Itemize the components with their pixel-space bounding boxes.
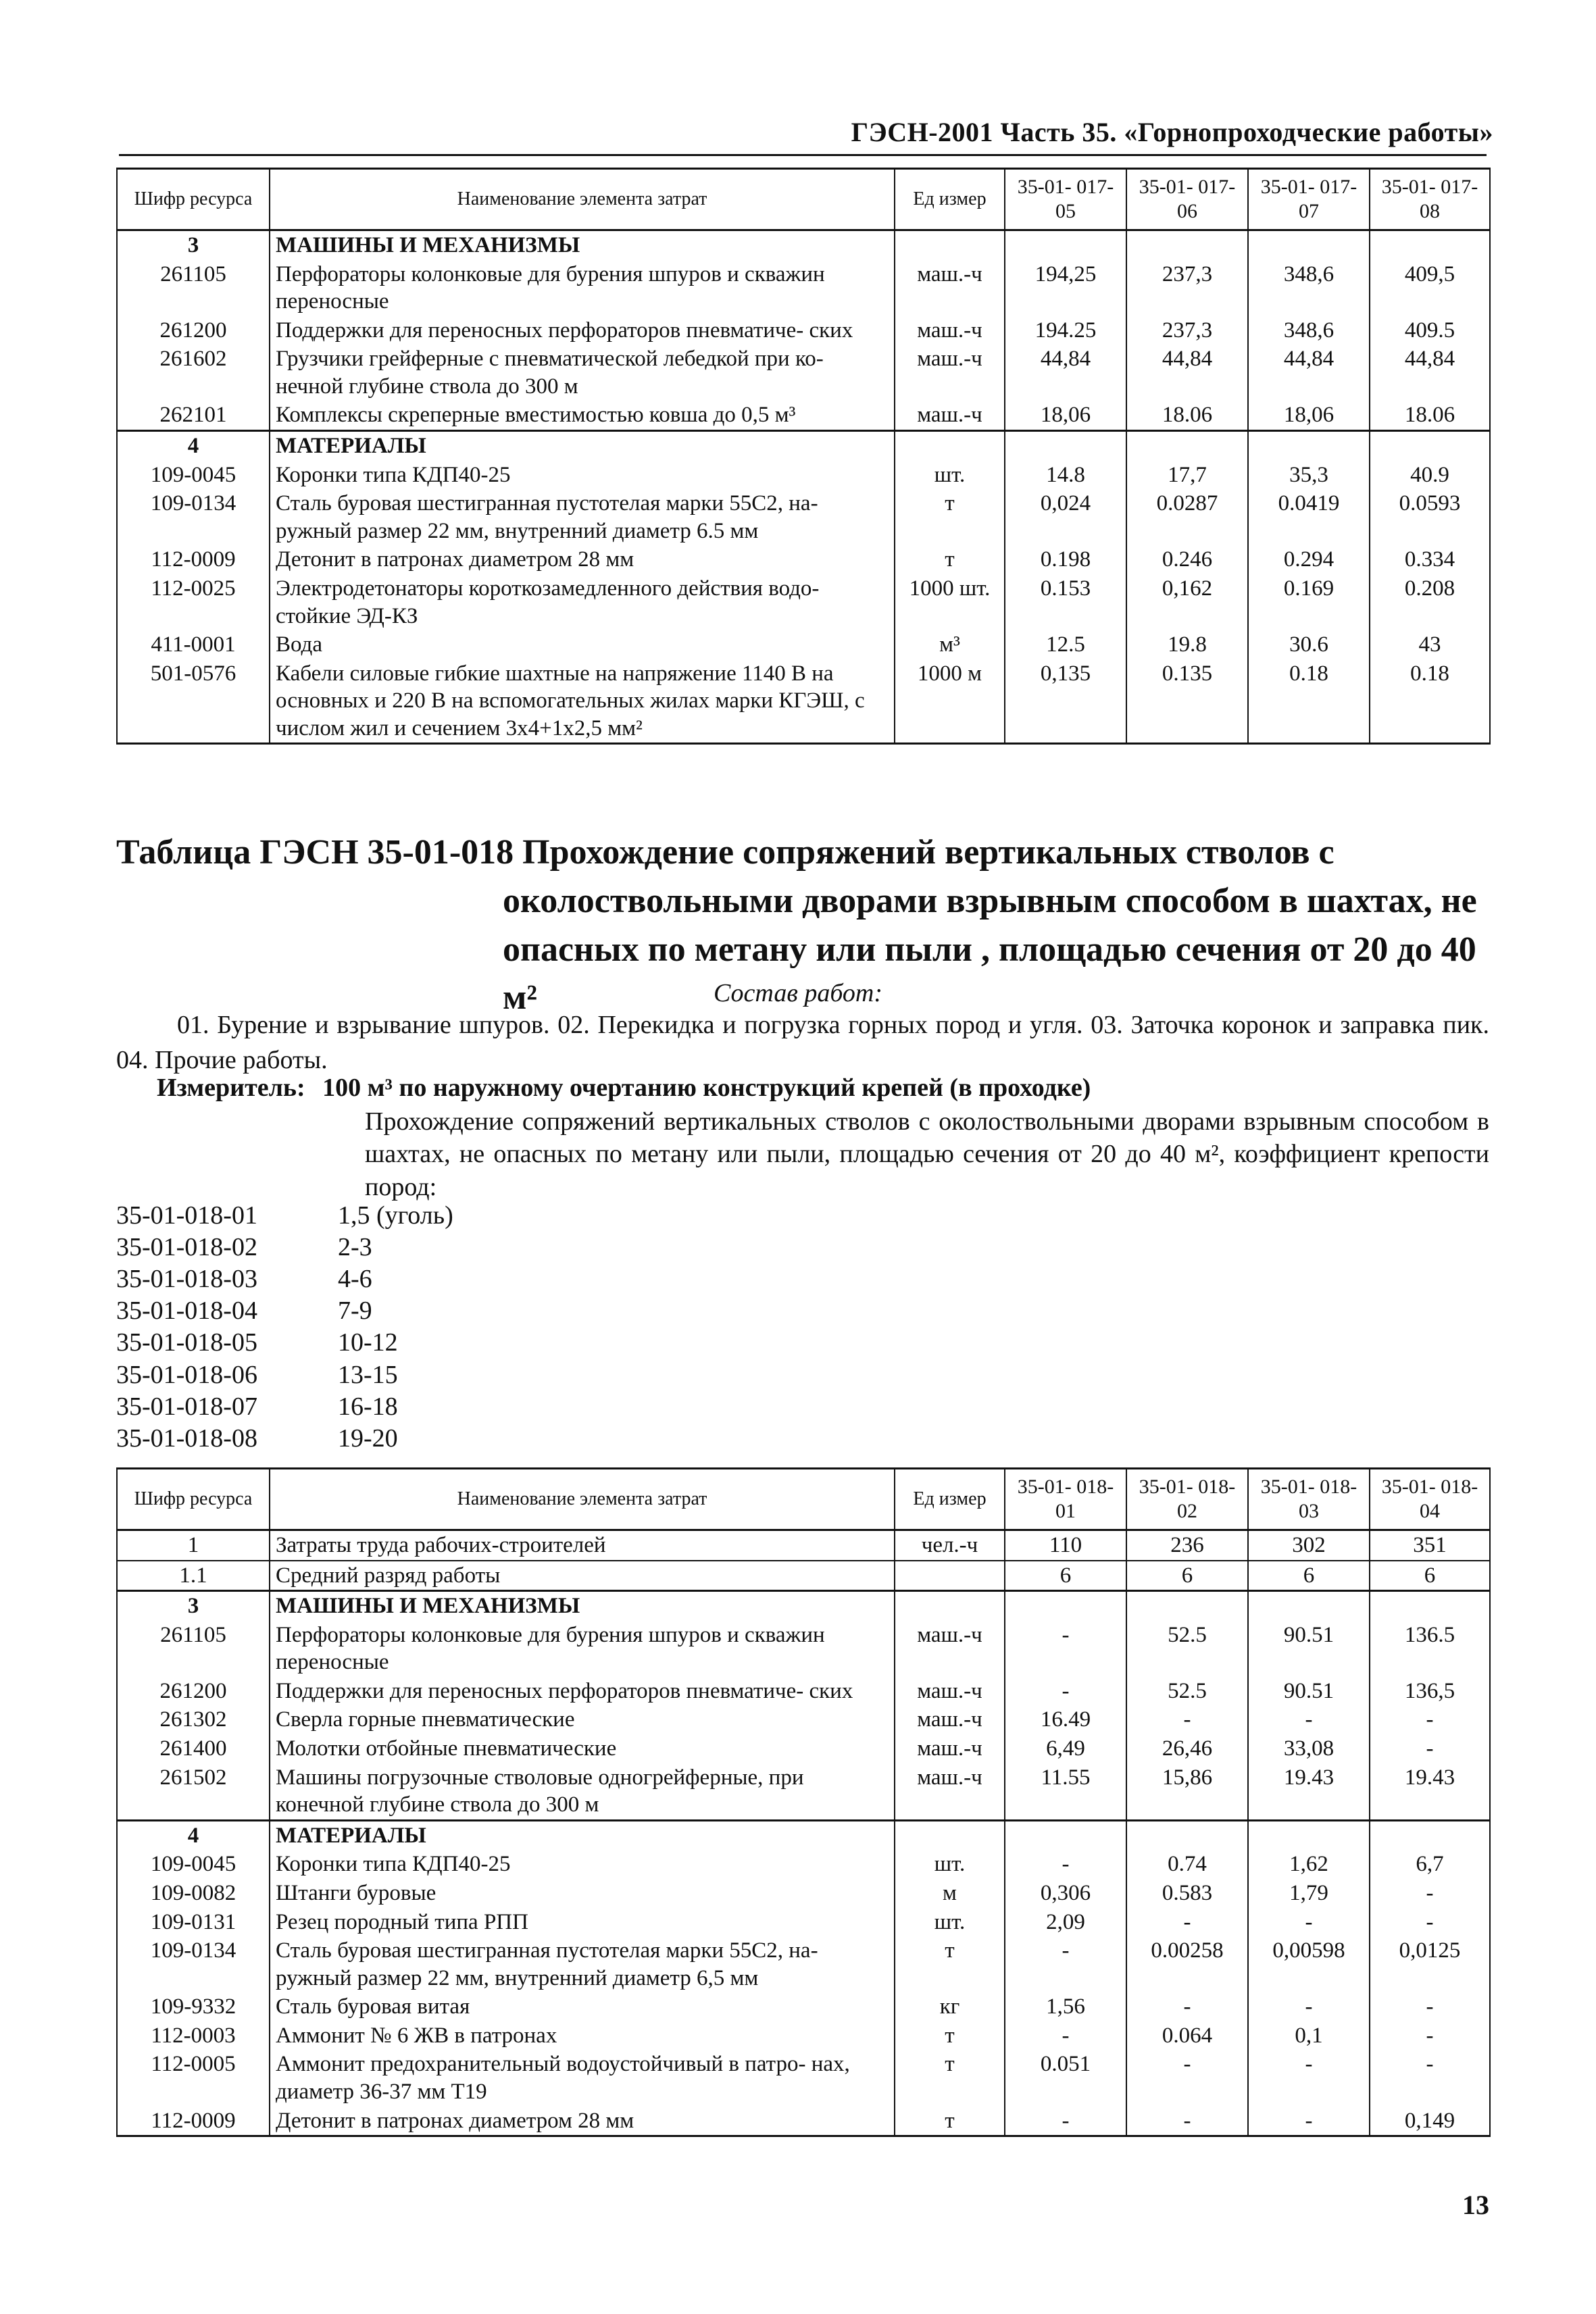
code-item <box>116 1423 724 1455</box>
value-cell-4: 0.334 <box>1370 545 1490 574</box>
value-cell-1: - <box>1005 1850 1126 1879</box>
resource-name-cell: Поддержки для переносных перфораторов пневматиче- ских <box>270 1677 895 1706</box>
unit-cell: т <box>895 2050 1005 2106</box>
value-cell-3: 6 <box>1248 1561 1370 1591</box>
measure-label: Измеритель: <box>157 1074 305 1102</box>
header-name: Наименование элемента затрат <box>270 169 895 230</box>
value-cell-4: 19.43 <box>1370 1763 1490 1821</box>
unit-cell: маш.-ч <box>895 1677 1005 1706</box>
unit-cell: кг <box>895 1992 1005 2021</box>
value-cell-1: 14.8 <box>1005 461 1126 490</box>
table-row <box>117 574 1490 630</box>
unit-cell <box>895 230 1005 260</box>
value-cell-3: 33,08 <box>1248 1734 1370 1763</box>
codes-list <box>116 1200 724 1455</box>
unit-cell: м³ <box>895 630 1005 659</box>
value-cell-4: - <box>1370 1734 1490 1763</box>
table-row <box>117 1879 1490 1908</box>
unit-cell: маш.-ч <box>895 1734 1005 1763</box>
resource-code-cell: 109-0134 <box>117 1936 270 1992</box>
value-cell-2: - <box>1126 2107 1248 2136</box>
code-item <box>116 1200 724 1232</box>
value-cell-2: 26,46 <box>1126 1734 1248 1763</box>
resource-code-cell: 112-0009 <box>117 545 270 574</box>
resource-code-cell: 261502 <box>117 1763 270 1821</box>
code-item <box>116 1232 724 1263</box>
unit-cell: маш.-ч <box>895 345 1005 401</box>
resource-code-cell: 1.1 <box>117 1561 270 1591</box>
table-row <box>117 1908 1490 1937</box>
code-id: 35-01-018-04 <box>116 1297 257 1326</box>
unit-cell: маш.-ч <box>895 260 1005 316</box>
code-item <box>116 1263 724 1295</box>
resource-name-cell: Сталь буровая шестигранная пустотелая марки 55С2, на- ружный размер 22 мм, внутренний диаметр 6.5 мм <box>270 489 895 545</box>
value-cell-4 <box>1370 431 1490 461</box>
resource-name-cell: Перфораторы колонковые для бурения шпуров и скважин переносные <box>270 260 895 316</box>
table-row <box>117 345 1490 401</box>
resource-name-cell: Детонит в патронах диаметром 28 мм <box>270 2107 895 2136</box>
value-cell-2: 18.06 <box>1126 401 1248 430</box>
value-cell-2: 0,162 <box>1126 574 1248 630</box>
value-cell-1: 1,56 <box>1005 1992 1126 2021</box>
value-cell-4: 18.06 <box>1370 401 1490 430</box>
value-cell-3: 0.169 <box>1248 574 1370 630</box>
table-title-line-2: околоствольными дворами взрывным способом в шахтах, не <box>503 881 1477 920</box>
value-cell-2: 0.74 <box>1126 1850 1248 1879</box>
value-cell-2: 0.00258 <box>1126 1936 1248 1992</box>
table-title-line-3: опасных по метану или пыли , площадью сечения от 20 до 40 м² <box>503 930 1476 1017</box>
code-item <box>116 1295 724 1327</box>
header-col-2: 35-01- 018-02 <box>1126 1469 1248 1530</box>
value-cell-3: 0,1 <box>1248 2021 1370 2051</box>
resource-name-cell: Поддержки для переносных перфораторов пневматиче- ских <box>270 316 895 345</box>
resource-code-cell: 261200 <box>117 316 270 345</box>
resource-code-cell: 261105 <box>117 1621 270 1677</box>
value-cell-3: 35,3 <box>1248 461 1370 490</box>
value-cell-2: - <box>1126 1908 1248 1937</box>
description-text: Прохождение сопряжений вертикальных стволов с околоствольными дворами взрывным способом в шахтах, не опасных по метану или пыли, площадью сечения от 20 до 40 м², коэффициент крепости пород: <box>365 1107 1489 1201</box>
value-cell-4: - <box>1370 1992 1490 2021</box>
resource-code-cell: 261200 <box>117 1677 270 1706</box>
value-cell-2: 0.583 <box>1126 1879 1248 1908</box>
value-cell-4: 43 <box>1370 630 1490 659</box>
resource-code-cell: 261400 <box>117 1734 270 1763</box>
header-code: Шифр ресурса <box>117 1469 270 1530</box>
resource-name-cell: МАТЕРИАЛЫ <box>270 1820 895 1850</box>
value-cell-1: 18,06 <box>1005 401 1126 430</box>
running-header: ГЭСН-2001 Часть 35. «Горнопроходческие работы» <box>851 117 1493 147</box>
value-cell-4: - <box>1370 2050 1490 2106</box>
value-cell-1: 0,024 <box>1005 489 1126 545</box>
unit-cell: т <box>895 545 1005 574</box>
code-value: 1,5 (уголь) <box>338 1201 453 1230</box>
header-unit: Ед измер <box>895 169 1005 230</box>
code-value: 2-3 <box>338 1233 372 1262</box>
code-value: 13-15 <box>338 1360 398 1389</box>
header-col-2: 35-01- 017-06 <box>1126 169 1248 230</box>
resource-code-cell: 4 <box>117 431 270 461</box>
value-cell-2: 237,3 <box>1126 260 1248 316</box>
section-row <box>117 1820 1490 1850</box>
table-row <box>117 1936 1490 1992</box>
section-row <box>117 431 1490 461</box>
table-row <box>117 489 1490 545</box>
value-cell-1: - <box>1005 1621 1126 1677</box>
table-row <box>117 2050 1490 2106</box>
value-cell-1: 2,09 <box>1005 1908 1126 1937</box>
table-title-line-1: Таблица ГЭСН 35-01-018 Прохождение сопряжений вертикальных стволов с <box>116 833 1335 872</box>
composition-text: 01. Бурение и взрывание шпуров. 02. Перекидка и погрузка горных пород и угля. 03. Заточка коронок и заправка пик. 04. Прочие работы. <box>116 1011 1489 1074</box>
resource-code-cell: 109-0134 <box>117 489 270 545</box>
value-cell-2: 15,86 <box>1126 1763 1248 1821</box>
value-cell-1: 11.55 <box>1005 1763 1126 1821</box>
table-row <box>117 1677 1490 1706</box>
section-row <box>117 230 1490 260</box>
composition-label: Состав работ: <box>713 979 883 1007</box>
code-item <box>116 1391 724 1423</box>
resource-code-cell: 109-0045 <box>117 461 270 490</box>
value-cell-4: 0,149 <box>1370 2107 1490 2136</box>
value-cell-3: 0.0419 <box>1248 489 1370 545</box>
resource-code-cell: 501-0576 <box>117 659 270 744</box>
header-col-4: 35-01- 018-04 <box>1370 1469 1490 1530</box>
value-cell-2: - <box>1126 1705 1248 1734</box>
code-value: 16-18 <box>338 1392 398 1421</box>
unit-cell: шт. <box>895 461 1005 490</box>
resource-code-cell: 112-0003 <box>117 2021 270 2051</box>
unit-cell: м <box>895 1879 1005 1908</box>
value-cell-4 <box>1370 1591 1490 1621</box>
header-code: Шифр ресурса <box>117 169 270 230</box>
table-header-row <box>117 1469 1490 1530</box>
table-row <box>117 401 1490 430</box>
value-cell-4: 136.5 <box>1370 1621 1490 1677</box>
header-col-3: 35-01- 017-07 <box>1248 169 1370 230</box>
resource-table-017 <box>116 168 1491 745</box>
header-unit: Ед измер <box>895 1469 1005 1530</box>
value-cell-3: 18,06 <box>1248 401 1370 430</box>
code-value: 7-9 <box>338 1297 372 1326</box>
resource-name-cell: Затраты труда рабочих-строителей <box>270 1530 895 1561</box>
header-col-1: 35-01- 018-01 <box>1005 1469 1126 1530</box>
unit-cell: т <box>895 2021 1005 2051</box>
value-cell-3: 1,62 <box>1248 1850 1370 1879</box>
resource-name-cell: Электродетонаторы короткозамедленного действия водо- стойкие ЭД-КЗ <box>270 574 895 630</box>
unit-cell: маш.-ч <box>895 316 1005 345</box>
value-cell-1: 0.198 <box>1005 545 1126 574</box>
value-cell-2: 0.135 <box>1126 659 1248 744</box>
code-id: 35-01-018-08 <box>116 1424 257 1453</box>
value-cell-3: 0,00598 <box>1248 1936 1370 1992</box>
resource-name-cell: Аммонит предохранительный водоустойчивый в патро- нах, диаметр 36-37 мм Т19 <box>270 2050 895 2106</box>
value-cell-1: 0.051 <box>1005 2050 1126 2106</box>
value-cell-1: - <box>1005 2021 1126 2051</box>
value-cell-2 <box>1126 1820 1248 1850</box>
value-cell-1: - <box>1005 1936 1126 1992</box>
value-cell-3: 30.6 <box>1248 630 1370 659</box>
value-cell-1: 0,306 <box>1005 1879 1126 1908</box>
table-row <box>117 1705 1490 1734</box>
resource-name-cell: Штанги буровые <box>270 1879 895 1908</box>
table-row <box>117 1561 1490 1591</box>
value-cell-2 <box>1126 230 1248 260</box>
value-cell-3 <box>1248 431 1370 461</box>
unit-cell: маш.-ч <box>895 401 1005 430</box>
value-cell-3: 348,6 <box>1248 260 1370 316</box>
value-cell-3: 302 <box>1248 1530 1370 1561</box>
value-cell-1: 194.25 <box>1005 316 1126 345</box>
code-id: 35-01-018-01 <box>116 1201 257 1230</box>
value-cell-4: 6 <box>1370 1561 1490 1591</box>
measure-line <box>157 1073 1488 1103</box>
resource-table-018 <box>116 1467 1491 2137</box>
table-row <box>117 630 1490 659</box>
resource-name-cell: Коронки типа КДП40-25 <box>270 461 895 490</box>
resource-code-cell: 261602 <box>117 345 270 401</box>
resource-code-cell: 109-0045 <box>117 1850 270 1879</box>
value-cell-2 <box>1126 431 1248 461</box>
value-cell-3: 44,84 <box>1248 345 1370 401</box>
table-row <box>117 461 1490 490</box>
header-rule <box>119 154 1487 156</box>
value-cell-1: 6 <box>1005 1561 1126 1591</box>
resource-name-cell: Сверла горные пневматические <box>270 1705 895 1734</box>
resource-name-cell: МАШИНЫ И МЕХАНИЗМЫ <box>270 1591 895 1621</box>
resource-name-cell: Молотки отбойные пневматические <box>270 1734 895 1763</box>
unit-cell: маш.-ч <box>895 1705 1005 1734</box>
value-cell-4: 0,0125 <box>1370 1936 1490 1992</box>
resource-name-cell: Машины погрузочные стволовые одногрейферные, при конечной глубине ствола до 300 м <box>270 1763 895 1821</box>
value-cell-4: - <box>1370 2021 1490 2051</box>
code-item <box>116 1327 724 1359</box>
resource-name-cell: Средний разряд работы <box>270 1561 895 1591</box>
resource-name-cell: МАШИНЫ И МЕХАНИЗМЫ <box>270 230 895 260</box>
value-cell-3: 0.294 <box>1248 545 1370 574</box>
value-cell-1: 6,49 <box>1005 1734 1126 1763</box>
value-cell-2: 0.246 <box>1126 545 1248 574</box>
value-cell-4: - <box>1370 1705 1490 1734</box>
resource-name-cell: Комплексы скреперные вместимостью ковша до 0,5 м³ <box>270 401 895 430</box>
page-number: 13 <box>1462 2190 1489 2220</box>
value-cell-4: - <box>1370 1908 1490 1937</box>
resource-code-cell: 3 <box>117 230 270 260</box>
value-cell-3: - <box>1248 2050 1370 2106</box>
resource-name-cell: Грузчики грейферные с пневматической лебедкой при ко- нечной глубине ствола до 300 м <box>270 345 895 401</box>
value-cell-3: 0.18 <box>1248 659 1370 744</box>
table-header-row <box>117 169 1490 230</box>
table-row <box>117 260 1490 316</box>
resource-code-cell: 261105 <box>117 260 270 316</box>
value-cell-4: 136,5 <box>1370 1677 1490 1706</box>
resource-name-cell: Резец породный типа РПП <box>270 1908 895 1937</box>
unit-cell: 1000 шт. <box>895 574 1005 630</box>
value-cell-3: 348,6 <box>1248 316 1370 345</box>
value-cell-3: - <box>1248 1992 1370 2021</box>
resource-name-cell: МАТЕРИАЛЫ <box>270 431 895 461</box>
header-col-3: 35-01- 018-03 <box>1248 1469 1370 1530</box>
table-row <box>117 1850 1490 1879</box>
code-id: 35-01-018-02 <box>116 1233 257 1262</box>
value-cell-3: - <box>1248 1705 1370 1734</box>
value-cell-3: - <box>1248 1908 1370 1937</box>
unit-cell <box>895 1591 1005 1621</box>
unit-cell: 1000 м <box>895 659 1005 744</box>
table-row <box>117 316 1490 345</box>
value-cell-1: 110 <box>1005 1530 1126 1561</box>
resource-name-cell: Детонит в патронах диаметром 28 мм <box>270 545 895 574</box>
value-cell-2: 52.5 <box>1126 1621 1248 1677</box>
resource-code-cell: 262101 <box>117 401 270 430</box>
value-cell-1 <box>1005 1820 1126 1850</box>
table-row <box>117 2021 1490 2051</box>
value-cell-1 <box>1005 1591 1126 1621</box>
value-cell-2: 6 <box>1126 1561 1248 1591</box>
resource-name-cell: Сталь буровая шестигранная пустотелая марки 55С2, на- ружный размер 22 мм, внутренний диаметр 6,5 мм <box>270 1936 895 1992</box>
value-cell-3: 90.51 <box>1248 1621 1370 1677</box>
value-cell-1: - <box>1005 1677 1126 1706</box>
unit-cell: чел.-ч <box>895 1530 1005 1561</box>
resource-code-cell: 109-0082 <box>117 1879 270 1908</box>
header-name: Наименование элемента затрат <box>270 1469 895 1530</box>
code-id: 35-01-018-05 <box>116 1328 257 1357</box>
value-cell-3 <box>1248 230 1370 260</box>
measure-value: 100 м³ по наружному очертанию конструкций крепей (в проходке) <box>322 1074 1091 1102</box>
value-cell-2: - <box>1126 1992 1248 2021</box>
unit-cell: т <box>895 489 1005 545</box>
value-cell-4: 0.18 <box>1370 659 1490 744</box>
code-id: 35-01-018-06 <box>116 1360 257 1389</box>
table-row <box>117 1621 1490 1677</box>
table-row <box>117 1992 1490 2021</box>
value-cell-3 <box>1248 1591 1370 1621</box>
resource-code-cell: 112-0025 <box>117 574 270 630</box>
table-row <box>117 1734 1490 1763</box>
value-cell-1: 44,84 <box>1005 345 1126 401</box>
header-col-4: 35-01- 017-08 <box>1370 169 1490 230</box>
header-col-1: 35-01- 017-05 <box>1005 169 1126 230</box>
unit-cell: маш.-ч <box>895 1621 1005 1677</box>
code-id: 35-01-018-03 <box>116 1265 257 1294</box>
table-row <box>117 1530 1490 1561</box>
table-row <box>117 545 1490 574</box>
value-cell-1: 194,25 <box>1005 260 1126 316</box>
value-cell-4 <box>1370 1820 1490 1850</box>
value-cell-1: 12.5 <box>1005 630 1126 659</box>
resource-name-cell: Сталь буровая витая <box>270 1992 895 2021</box>
unit-cell <box>895 1561 1005 1591</box>
resource-code-cell: 112-0005 <box>117 2050 270 2106</box>
value-cell-2: 17,7 <box>1126 461 1248 490</box>
value-cell-1: 16.49 <box>1005 1705 1126 1734</box>
value-cell-1 <box>1005 230 1126 260</box>
resource-code-cell: 112-0009 <box>117 2107 270 2136</box>
value-cell-1 <box>1005 431 1126 461</box>
code-id: 35-01-018-07 <box>116 1392 257 1421</box>
resource-code-cell: 109-0131 <box>117 1908 270 1937</box>
table-row <box>117 1763 1490 1821</box>
value-cell-3 <box>1248 1820 1370 1850</box>
unit-cell: т <box>895 2107 1005 2136</box>
value-cell-3: 90.51 <box>1248 1677 1370 1706</box>
value-cell-2: - <box>1126 2050 1248 2106</box>
value-cell-2: 19.8 <box>1126 630 1248 659</box>
unit-cell: т <box>895 1936 1005 1992</box>
resource-code-cell: 261302 <box>117 1705 270 1734</box>
value-cell-1: 0.153 <box>1005 574 1126 630</box>
value-cell-3: - <box>1248 2107 1370 2136</box>
value-cell-4: 409.5 <box>1370 316 1490 345</box>
code-value: 4-6 <box>338 1265 372 1294</box>
value-cell-4: 44,84 <box>1370 345 1490 401</box>
value-cell-4: 409,5 <box>1370 260 1490 316</box>
value-cell-2: 0.064 <box>1126 2021 1248 2051</box>
unit-cell: шт. <box>895 1850 1005 1879</box>
code-value: 10-12 <box>338 1328 398 1357</box>
resource-code-cell: 3 <box>117 1591 270 1621</box>
value-cell-2 <box>1126 1591 1248 1621</box>
unit-cell <box>895 1820 1005 1850</box>
value-cell-3: 1,79 <box>1248 1879 1370 1908</box>
resource-name-cell: Вода <box>270 630 895 659</box>
value-cell-2: 0.0287 <box>1126 489 1248 545</box>
value-cell-4: 6,7 <box>1370 1850 1490 1879</box>
value-cell-2: 44,84 <box>1126 345 1248 401</box>
resource-name-cell: Перфораторы колонковые для бурения шпуров и скважин переносные <box>270 1621 895 1677</box>
table-row <box>117 659 1490 744</box>
resource-name-cell: Коронки типа КДП40-25 <box>270 1850 895 1879</box>
unit-cell: шт. <box>895 1908 1005 1937</box>
value-cell-1: - <box>1005 2107 1126 2136</box>
value-cell-2: 52.5 <box>1126 1677 1248 1706</box>
value-cell-1: 0,135 <box>1005 659 1126 744</box>
resource-code-cell: 109-9332 <box>117 1992 270 2021</box>
code-value: 19-20 <box>338 1424 398 1453</box>
resource-name-cell: Кабели силовые гибкие шахтные на напряжение 1140 В на основных и 220 В на вспомогательных жилах марки КГЭШ, с числом жил и сечением 3х4+1х2,5 мм² <box>270 659 895 744</box>
value-cell-4: 0.208 <box>1370 574 1490 630</box>
resource-name-cell: Аммонит № 6 ЖВ в патронах <box>270 2021 895 2051</box>
value-cell-3: 19.43 <box>1248 1763 1370 1821</box>
section-row <box>117 1591 1490 1621</box>
value-cell-4: 0.0593 <box>1370 489 1490 545</box>
value-cell-4 <box>1370 230 1490 260</box>
resource-code-cell: 411-0001 <box>117 630 270 659</box>
value-cell-4: 351 <box>1370 1530 1490 1561</box>
table-row <box>117 2107 1490 2136</box>
unit-cell: маш.-ч <box>895 1763 1005 1821</box>
value-cell-4: - <box>1370 1879 1490 1908</box>
value-cell-4: 40.9 <box>1370 461 1490 490</box>
code-item <box>116 1359 724 1391</box>
unit-cell <box>895 431 1005 461</box>
resource-code-cell: 1 <box>117 1530 270 1561</box>
resource-code-cell: 4 <box>117 1820 270 1850</box>
value-cell-2: 237,3 <box>1126 316 1248 345</box>
value-cell-2: 236 <box>1126 1530 1248 1561</box>
